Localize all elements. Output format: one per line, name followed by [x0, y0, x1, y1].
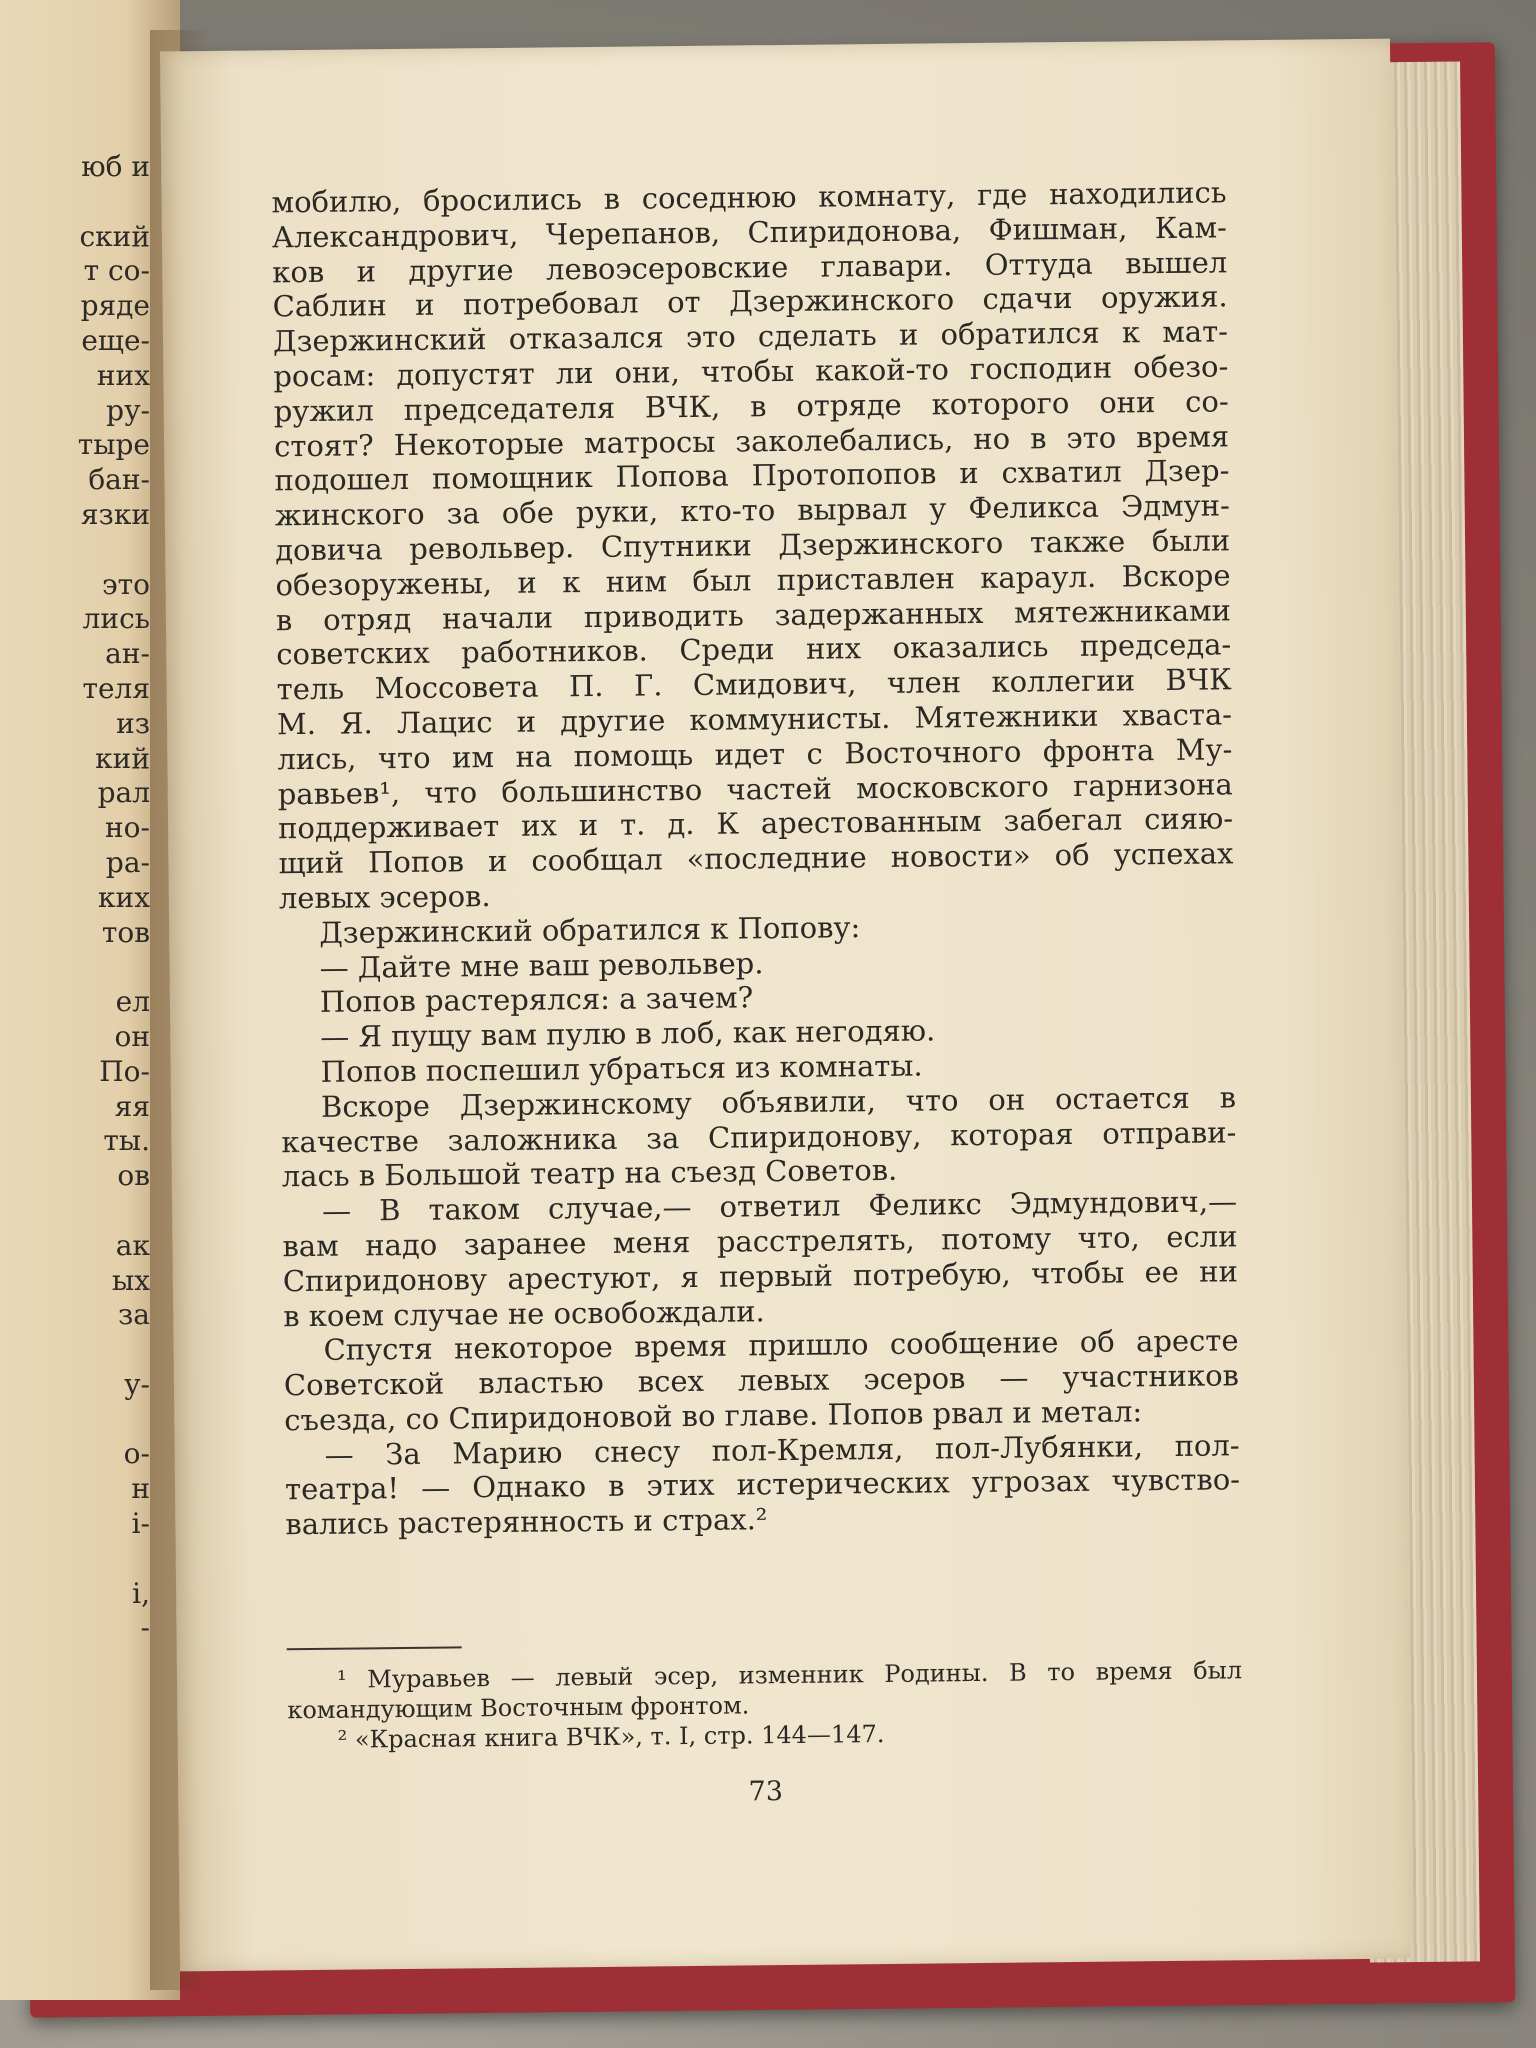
left-fragment: ых	[111, 1263, 150, 1297]
text-line: советских работников. Среди них оказались председа-	[276, 627, 1232, 672]
left-fragment: ский	[79, 219, 150, 253]
left-fragment: юб и	[81, 150, 150, 183]
left-fragment: н	[131, 1472, 150, 1506]
text-line: Советской властью всех левых эсеров — участников	[283, 1358, 1240, 1403]
left-fragment	[0, 185, 150, 220]
left-fragment: т со-	[83, 254, 150, 288]
text-line: Попов поспешил убраться из комнаты.	[320, 1048, 923, 1089]
text-line: Вскоре Дзержинскому объявили, что он остается в	[320, 1080, 1237, 1124]
left-fragment: ряде	[80, 289, 150, 323]
text-line: равьев¹, что большинство частей московского гарнизона	[277, 766, 1233, 811]
text-line: — Я пущу вам пулю в лоб, как негодяю.	[320, 1013, 936, 1054]
left-fragment: яя	[114, 1089, 150, 1123]
footnotes	[287, 1655, 1243, 1755]
text-line: вам надо заранее меня расстрелять, потому что, если	[282, 1219, 1238, 1264]
text-line: — За Марию снесу пол-Кремля, пол-Лубянки, пол-	[324, 1427, 1240, 1472]
text-line: лись, что им на помощь идет с Восточного фронта Му-	[277, 732, 1233, 777]
left-fragment: ел	[115, 985, 150, 1019]
left-fragment: По-	[99, 1054, 150, 1088]
footnote-rule	[287, 1646, 462, 1650]
left-fragment: у-	[124, 1367, 150, 1401]
text-line: съезда, со Спиридоновой во главе. Попов рвал и метал:	[284, 1394, 1143, 1438]
text-line: щий Попов и сообщал «последние новости» об успехах	[278, 836, 1234, 881]
text-line: лась в Большой театр на съезд Советов.	[281, 1153, 898, 1194]
left-fragment: них	[96, 358, 150, 392]
text-line: — Дайте мне ваш револьвер.	[319, 945, 764, 985]
text-line: в коем случае не освобождали.	[283, 1293, 765, 1333]
left-fragment	[0, 950, 150, 985]
footnote-2: ² «Красная книга ВЧК», т. I, стр. 144—147.	[337, 1719, 885, 1754]
left-fragment: ан-	[105, 637, 150, 671]
text-line: жинского за обе руки, кто-то вырвал у Феликса Эдмун-	[274, 488, 1230, 533]
footnote-1-line-1: ¹ Муравьев — левый эсер, изменник Родины. В то время был	[336, 1656, 1243, 1694]
text-line: левых эсеров.	[278, 879, 491, 916]
left-fragment: рал	[97, 776, 150, 810]
text-line: Спиридонову арестуют, я первый потребую, чтобы ее ни	[282, 1253, 1238, 1298]
right-page	[160, 39, 1410, 1972]
left-fragment: і-	[131, 1507, 150, 1541]
left-fragment: тыре	[77, 428, 150, 462]
body-text	[271, 175, 1243, 1808]
left-fragment: ак	[115, 1228, 150, 1262]
text-line: мобилю, бросились в соседнюю комнату, где находились	[271, 175, 1227, 220]
left-fragment: еще-	[81, 323, 150, 357]
text-line: М. Я. Лацис и другие коммунисты. Мятежники хваста-	[276, 697, 1233, 742]
left-fragment: ру-	[106, 393, 150, 427]
left-fragment: ких	[98, 880, 150, 914]
left-fragment: язки	[80, 497, 150, 531]
left-page-text	[0, 150, 150, 1646]
left-fragment: ты.	[103, 1124, 150, 1158]
left-fragment: из	[116, 706, 150, 740]
left-fragment: бан-	[88, 463, 150, 497]
text-line: Дзержинский отказался это сделать и обратился к мат-	[272, 314, 1229, 359]
paragraph-arrest	[283, 1324, 1239, 1438]
text-line: — В таком случае,— ответил Феликс Эдмундович,—	[321, 1184, 1238, 1228]
paragraph-hostage	[281, 1080, 1237, 1194]
text-line: подошел помощник Попова Протопопов и схватил Дзер-	[274, 453, 1230, 498]
text-line: качестве заложника за Спиридонову, которая отправи-	[281, 1114, 1237, 1159]
text-line: поддерживает их и т. д. К арестованным забегал сияю-	[277, 801, 1234, 846]
text-line: Попов растерялся: а зачем?	[319, 980, 754, 1020]
paragraph-dialog	[279, 906, 1236, 1090]
page-number: 73	[748, 1776, 784, 1808]
text-line: Дзержинский обратился к Попову:	[319, 909, 861, 950]
left-fragment: но-	[105, 811, 150, 845]
paragraph-main	[271, 175, 1234, 916]
left-fragment: ов	[117, 1159, 150, 1193]
left-fragment	[0, 1194, 150, 1229]
left-fragment	[0, 1403, 150, 1438]
left-fragment	[0, 1333, 150, 1368]
left-fragment: ра-	[105, 845, 150, 879]
text-line: росам: допустят ли они, чтобы какой-то господин обезо-	[273, 349, 1229, 394]
text-line: Александрович, Черепанов, Спиридонова, Фишман, Кам-	[271, 210, 1228, 255]
left-fragment	[0, 533, 150, 568]
text-line: ружил председателя ВЧК, в отряде которого они со-	[273, 384, 1229, 429]
text-line: стоят? Некоторые матросы заколебались, но в это время	[273, 418, 1230, 463]
left-fragment: он	[114, 1019, 150, 1053]
text-line: обезоружены, и к ним был приставлен караул. Вскоре	[275, 558, 1231, 603]
left-fragment: лись	[82, 602, 150, 636]
text-line: тель Моссовета П. Г. Смидович, член коллегии ВЧК	[276, 662, 1232, 707]
left-fragment: это	[101, 567, 150, 601]
text-line: довича револьвер. Спутники Дзержинского также были	[275, 523, 1231, 568]
left-fragment	[0, 1542, 150, 1577]
left-fragment: тов	[101, 915, 150, 949]
left-fragment: теля	[82, 671, 150, 705]
paragraph-threat	[285, 1428, 1241, 1542]
left-fragment: за	[118, 1298, 150, 1332]
paragraph-reply	[282, 1184, 1238, 1333]
text-line: Спустя некоторое время пришло сообщение об аресте	[323, 1323, 1239, 1368]
text-line: вались растерянность и страх.²	[285, 1502, 768, 1542]
left-fragment: -	[140, 1611, 150, 1645]
footnote-1-line-2: командующим Восточным фронтом.	[287, 1691, 750, 1725]
left-fragment: о-	[123, 1437, 150, 1471]
text-line: Саблин и потребовал от Дзержинского сдачи оружия.	[272, 279, 1228, 324]
left-fragment: і,	[132, 1576, 150, 1610]
left-fragment: кий	[95, 741, 150, 775]
text-line: театра! — Однако в этих истерических угрозах чувство-	[284, 1462, 1241, 1507]
text-line: в отряд начали приводить задержанных мятежниками	[275, 592, 1232, 637]
text-line: ков и другие левоэсеровские главари. Оттуда вышел	[272, 244, 1228, 289]
